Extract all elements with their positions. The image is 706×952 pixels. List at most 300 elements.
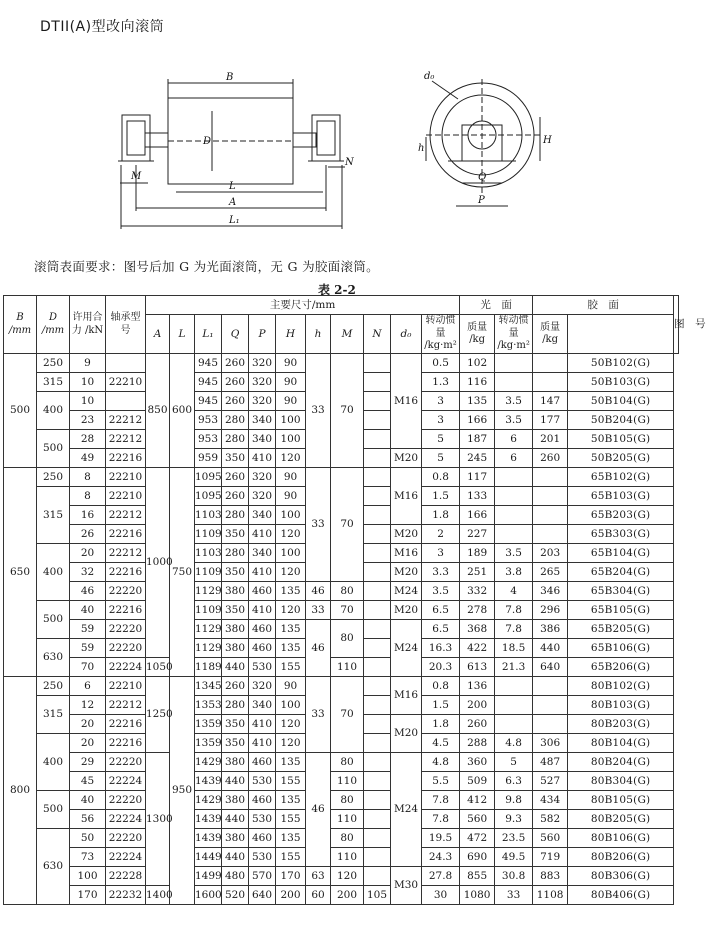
cell-Q: 260 — [222, 392, 249, 411]
cell-P: 530 — [249, 658, 276, 677]
cell-no: 65B105(G) — [568, 601, 674, 620]
cell-F: 73 — [70, 848, 106, 867]
cell-Q: 480 — [222, 867, 249, 886]
cell-no: 50B204(G) — [568, 411, 674, 430]
cell-N — [364, 392, 391, 411]
cell-no: 65B304(G) — [568, 582, 674, 601]
cell-Q: 280 — [222, 430, 249, 449]
cell-H: 135 — [276, 639, 306, 658]
cell-L1: 1429 — [195, 791, 222, 810]
cell-rm — [533, 715, 568, 734]
cell-P: 460 — [249, 639, 276, 658]
cell-P: 410 — [249, 601, 276, 620]
cell-H: 90 — [276, 354, 306, 373]
cell-F: 49 — [70, 449, 106, 468]
cell-d0: M20 — [391, 563, 422, 582]
cell-P: 410 — [249, 734, 276, 753]
cell-Q: 380 — [222, 620, 249, 639]
cell-sm: 560 — [460, 810, 495, 829]
col-D: D /mm — [37, 296, 70, 354]
table-row — [4, 677, 679, 696]
cell-ri — [495, 354, 533, 373]
cell-D: 315 — [37, 696, 70, 734]
cell-si: 5 — [422, 430, 460, 449]
cell-L1: 1429 — [195, 753, 222, 772]
cell-N — [364, 430, 391, 449]
col-smooth-inertia: 转动惯量 /kg·m² — [422, 315, 460, 354]
cell-Q: 380 — [222, 639, 249, 658]
cell-N — [364, 867, 391, 886]
col-L: L — [170, 315, 195, 354]
cell-L1: 1109 — [195, 525, 222, 544]
cell-N — [364, 354, 391, 373]
cell-rm: 306 — [533, 734, 568, 753]
cell-si: 3.5 — [422, 582, 460, 601]
cell-sm: 251 — [460, 563, 495, 582]
cell-F: 8 — [70, 487, 106, 506]
cell-si: 5 — [422, 449, 460, 468]
cell-F: 9 — [70, 354, 106, 373]
cell-brg: 22216 — [106, 715, 146, 734]
cell-no: 80B104(G) — [568, 734, 674, 753]
cell-A: 1400 — [146, 886, 170, 905]
cell-sm: 288 — [460, 734, 495, 753]
cell-si: 20.3 — [422, 658, 460, 677]
table-row — [4, 468, 679, 487]
cell-h: 46 — [306, 753, 331, 867]
cell-no: 80B204(G) — [568, 753, 674, 772]
cell-si: 6.5 — [422, 601, 460, 620]
cell-d0: M24 — [391, 582, 422, 601]
cell-Q: 440 — [222, 810, 249, 829]
surface-note: 滚筒表面要求：图号后加 G 为光面滚筒，无 G 为胶面滚筒。 — [34, 259, 379, 274]
cell-L1: 1439 — [195, 810, 222, 829]
cell-sm: 189 — [460, 544, 495, 563]
cell-ri: 7.8 — [495, 601, 533, 620]
cell-d0: M16 — [391, 354, 422, 449]
cell-P: 530 — [249, 848, 276, 867]
cell-F: 6 — [70, 677, 106, 696]
cell-brg: 22212 — [106, 544, 146, 563]
cell-no: 65B205(G) — [568, 620, 674, 639]
cell-rm — [533, 373, 568, 392]
cell-si: 3 — [422, 544, 460, 563]
cell-A: 850 — [146, 354, 170, 468]
label-P: P — [478, 195, 485, 206]
cell-d0: M20 — [391, 449, 422, 468]
cell-brg: 22220 — [106, 791, 146, 810]
cell-ri: 4.8 — [495, 734, 533, 753]
cell-brg: 22210 — [106, 468, 146, 487]
cell-M: 80 — [331, 620, 364, 658]
cell-Q: 350 — [222, 525, 249, 544]
cell-F: 70 — [70, 658, 106, 677]
cell-D: 315 — [37, 373, 70, 392]
cell-N — [364, 715, 391, 734]
cell-no: 80B205(G) — [568, 810, 674, 829]
cell-ri: 3.8 — [495, 563, 533, 582]
cell-A: 1050 — [146, 658, 170, 677]
col-N: N — [364, 315, 391, 354]
cell-F: 20 — [70, 544, 106, 563]
cell-H: 135 — [276, 620, 306, 639]
cell-brg: 22216 — [106, 601, 146, 620]
cell-rm: 386 — [533, 620, 568, 639]
page-title: DTII(A)型改向滚筒 — [40, 19, 165, 35]
cell-ri: 49.5 — [495, 848, 533, 867]
table-row — [4, 601, 679, 620]
cell-Q: 380 — [222, 829, 249, 848]
cell-L1: 1499 — [195, 867, 222, 886]
table-row — [4, 886, 679, 905]
cell-si: 7.8 — [422, 810, 460, 829]
cell-D: 400 — [37, 392, 70, 430]
table-row — [4, 829, 679, 848]
cell-d0: M20 — [391, 525, 422, 544]
cell-M: 70 — [331, 354, 364, 468]
cell-N — [364, 468, 391, 487]
cell-si: 3.3 — [422, 563, 460, 582]
cell-L1: 959 — [195, 449, 222, 468]
cell-brg: 22220 — [106, 829, 146, 848]
cell-sm: 613 — [460, 658, 495, 677]
cell-Q: 440 — [222, 772, 249, 791]
cell-sm: 412 — [460, 791, 495, 810]
cell-B: 500 — [4, 354, 37, 468]
cell-B: 650 — [4, 468, 37, 677]
cell-D: 400 — [37, 734, 70, 791]
pulley-drawing — [0, 55, 684, 245]
cell-F: 8 — [70, 468, 106, 487]
cell-no: 80B306(G) — [568, 867, 674, 886]
cell-ri: 23.5 — [495, 829, 533, 848]
col-Q: Q — [222, 315, 249, 354]
cell-brg: 22212 — [106, 430, 146, 449]
cell-B: 800 — [4, 677, 37, 905]
cell-D: 400 — [37, 544, 70, 601]
cell-no: 80B106(G) — [568, 829, 674, 848]
cell-H: 100 — [276, 411, 306, 430]
cell-M: 80 — [331, 791, 364, 810]
cell-no: 65B104(G) — [568, 544, 674, 563]
cell-si: 0.5 — [422, 354, 460, 373]
cell-H: 90 — [276, 373, 306, 392]
cell-sm: 422 — [460, 639, 495, 658]
cell-d0: M16 — [391, 677, 422, 715]
cell-M: 120 — [331, 867, 364, 886]
cell-ri: 6 — [495, 449, 533, 468]
cell-F: 32 — [70, 563, 106, 582]
cell-L1: 1129 — [195, 582, 222, 601]
cell-Q: 350 — [222, 449, 249, 468]
cell-ri — [495, 696, 533, 715]
cell-P: 460 — [249, 582, 276, 601]
cell-rm — [533, 677, 568, 696]
cell-sm: 360 — [460, 753, 495, 772]
label-d0: d₀ — [424, 71, 435, 82]
cell-F: 12 — [70, 696, 106, 715]
cell-P: 460 — [249, 829, 276, 848]
cell-N — [364, 563, 391, 582]
cell-sm: 133 — [460, 487, 495, 506]
cell-brg: 22216 — [106, 449, 146, 468]
cell-L1: 1439 — [195, 829, 222, 848]
cell-brg: 22224 — [106, 772, 146, 791]
cell-H: 120 — [276, 734, 306, 753]
cell-no: 50B105(G) — [568, 430, 674, 449]
cell-P: 340 — [249, 696, 276, 715]
cell-L1: 1129 — [195, 639, 222, 658]
cell-ri: 30.8 — [495, 867, 533, 886]
cell-brg: 22220 — [106, 582, 146, 601]
cell-Q: 350 — [222, 715, 249, 734]
cell-L1: 945 — [195, 354, 222, 373]
cell-ri — [495, 677, 533, 696]
cell-h: 33 — [306, 468, 331, 582]
cell-H: 155 — [276, 658, 306, 677]
cell-Q: 260 — [222, 487, 249, 506]
cell-rm: 203 — [533, 544, 568, 563]
cell-si: 24.3 — [422, 848, 460, 867]
cell-brg — [106, 392, 146, 411]
cell-no: 65B206(G) — [568, 658, 674, 677]
cell-P: 340 — [249, 430, 276, 449]
cell-ri: 6 — [495, 430, 533, 449]
cell-brg: 22216 — [106, 734, 146, 753]
cell-H: 135 — [276, 791, 306, 810]
cell-brg: 22212 — [106, 411, 146, 430]
cell-Q: 280 — [222, 544, 249, 563]
cell-sm: 855 — [460, 867, 495, 886]
cell-no: 80B103(G) — [568, 696, 674, 715]
cell-P: 410 — [249, 715, 276, 734]
cell-Q: 520 — [222, 886, 249, 905]
cell-ri — [495, 525, 533, 544]
cell-sm: 102 — [460, 354, 495, 373]
cell-no: 80B102(G) — [568, 677, 674, 696]
cell-Q: 350 — [222, 563, 249, 582]
cell-H: 135 — [276, 829, 306, 848]
label-M: M — [131, 171, 142, 182]
cell-N — [364, 601, 391, 620]
cell-rm: 265 — [533, 563, 568, 582]
cell-H: 170 — [276, 867, 306, 886]
cell-sm: 166 — [460, 506, 495, 525]
cell-H: 90 — [276, 392, 306, 411]
cell-H: 120 — [276, 601, 306, 620]
cell-d0: M24 — [391, 620, 422, 677]
col-H: H — [276, 315, 306, 354]
cell-brg: 22224 — [106, 810, 146, 829]
col-smooth-mass: 质量 /kg — [460, 315, 495, 354]
cell-N — [364, 639, 391, 658]
cell-sm: 332 — [460, 582, 495, 601]
cell-ri: 9.3 — [495, 810, 533, 829]
cell-rm: 177 — [533, 411, 568, 430]
cell-P: 640 — [249, 886, 276, 905]
cell-L1: 953 — [195, 430, 222, 449]
col-main-dims: 主要尺寸/mm — [146, 296, 460, 315]
cell-ri — [495, 715, 533, 734]
cell-ri: 33 — [495, 886, 533, 905]
cell-F: 23 — [70, 411, 106, 430]
cell-si: 3 — [422, 411, 460, 430]
cell-P: 320 — [249, 468, 276, 487]
cell-P: 460 — [249, 791, 276, 810]
col-L1: L₁ — [195, 315, 222, 354]
cell-N — [364, 620, 391, 639]
label-Q: Q — [478, 172, 487, 183]
col-smooth: 光 面 — [460, 296, 533, 315]
cell-rm: 487 — [533, 753, 568, 772]
cell-d0: M16 — [391, 468, 422, 525]
cell-Q: 350 — [222, 734, 249, 753]
cell-N — [364, 677, 391, 696]
cell-F: 45 — [70, 772, 106, 791]
cell-ri: 6.3 — [495, 772, 533, 791]
cell-H: 100 — [276, 696, 306, 715]
cell-N — [364, 791, 391, 810]
cell-D: 630 — [37, 639, 70, 677]
cell-P: 320 — [249, 354, 276, 373]
cell-P: 340 — [249, 411, 276, 430]
cell-si: 4.8 — [422, 753, 460, 772]
label-D: D — [203, 136, 212, 147]
cell-H: 100 — [276, 430, 306, 449]
cell-A: 1000 — [146, 468, 170, 658]
col-drawing-no: 图 号 — [674, 296, 679, 354]
cell-M: 80 — [331, 582, 364, 601]
label-B: B — [226, 72, 234, 83]
cell-si: 4.5 — [422, 734, 460, 753]
cell-rm — [533, 696, 568, 715]
cell-no: 80B206(G) — [568, 848, 674, 867]
cell-M: 110 — [331, 658, 364, 677]
cell-P: 460 — [249, 753, 276, 772]
cell-h: 33 — [306, 677, 331, 753]
table-caption: 表 2-2 — [318, 283, 356, 297]
cell-L1: 1449 — [195, 848, 222, 867]
col-M: M — [331, 315, 364, 354]
cell-D: 500 — [37, 791, 70, 829]
cell-Q: 260 — [222, 354, 249, 373]
table-row — [4, 620, 679, 639]
cell-sm: 166 — [460, 411, 495, 430]
cell-sm: 1080 — [460, 886, 495, 905]
cell-F: 59 — [70, 639, 106, 658]
cell-h: 60 — [306, 886, 331, 905]
cell-rm: 434 — [533, 791, 568, 810]
cell-M: 110 — [331, 772, 364, 791]
cell-P: 340 — [249, 506, 276, 525]
cell-rm: 560 — [533, 829, 568, 848]
cell-brg: 22224 — [106, 848, 146, 867]
cell-ri: 3.5 — [495, 411, 533, 430]
cell-brg: 22220 — [106, 639, 146, 658]
cell-brg: 22210 — [106, 373, 146, 392]
cell-si: 1.8 — [422, 715, 460, 734]
cell-no: 65B103(G) — [568, 487, 674, 506]
cell-F: 10 — [70, 392, 106, 411]
cell-H: 155 — [276, 848, 306, 867]
cell-F: 20 — [70, 734, 106, 753]
cell-sm: 260 — [460, 715, 495, 734]
cell-brg: 22210 — [106, 677, 146, 696]
col-allowed-force: 许用合力 /kN — [70, 296, 106, 354]
cell-F: 59 — [70, 620, 106, 639]
cell-rm — [533, 468, 568, 487]
cell-H: 155 — [276, 772, 306, 791]
label-L: L — [229, 181, 236, 192]
cell-F: 46 — [70, 582, 106, 601]
cell-F: 100 — [70, 867, 106, 886]
cell-P: 320 — [249, 677, 276, 696]
cell-H: 120 — [276, 563, 306, 582]
cell-brg: 22216 — [106, 525, 146, 544]
cell-F: 170 — [70, 886, 106, 905]
cell-H: 100 — [276, 506, 306, 525]
cell-H: 120 — [276, 715, 306, 734]
col-B: B /mm — [4, 296, 37, 354]
cell-D: 500 — [37, 430, 70, 468]
cell-brg: 22220 — [106, 620, 146, 639]
label-L1: L₁ — [229, 215, 240, 226]
cell-Q: 440 — [222, 848, 249, 867]
cell-Q: 380 — [222, 582, 249, 601]
cell-H: 200 — [276, 886, 306, 905]
cell-L: 750 — [170, 468, 195, 677]
cell-brg: 22220 — [106, 753, 146, 772]
cell-no: 50B104(G) — [568, 392, 674, 411]
cell-P: 340 — [249, 544, 276, 563]
cell-no: 80B105(G) — [568, 791, 674, 810]
cell-brg: 22212 — [106, 506, 146, 525]
col-bearing: 轴承型号 — [106, 296, 146, 354]
cell-F: 28 — [70, 430, 106, 449]
cell-sm: 117 — [460, 468, 495, 487]
cell-sm: 136 — [460, 677, 495, 696]
cell-N — [364, 544, 391, 563]
cell-d0: M24 — [391, 753, 422, 867]
cell-A: 1300 — [146, 753, 170, 886]
table-row — [4, 848, 679, 867]
cell-rm: 1108 — [533, 886, 568, 905]
cell-h: 46 — [306, 582, 331, 601]
cell-Q: 440 — [222, 658, 249, 677]
cell-N: 105 — [364, 886, 391, 905]
cell-Q: 380 — [222, 791, 249, 810]
cell-P: 460 — [249, 620, 276, 639]
table-row — [4, 354, 679, 373]
col-d0: d₀ — [391, 315, 422, 354]
cell-Q: 280 — [222, 696, 249, 715]
cell-Q: 260 — [222, 468, 249, 487]
cell-Q: 280 — [222, 506, 249, 525]
col-h: h — [306, 315, 331, 354]
cell-D: 250 — [37, 354, 70, 373]
cell-L1: 1359 — [195, 715, 222, 734]
col-P: P — [249, 315, 276, 354]
cell-h: 33 — [306, 601, 331, 620]
cell-d0: M20 — [391, 601, 422, 620]
cell-si: 0.8 — [422, 677, 460, 696]
cell-sm: 368 — [460, 620, 495, 639]
cell-N — [364, 658, 391, 677]
cell-L1: 1103 — [195, 506, 222, 525]
cell-N — [364, 734, 391, 753]
cell-si: 27.8 — [422, 867, 460, 886]
cell-si: 3 — [422, 392, 460, 411]
